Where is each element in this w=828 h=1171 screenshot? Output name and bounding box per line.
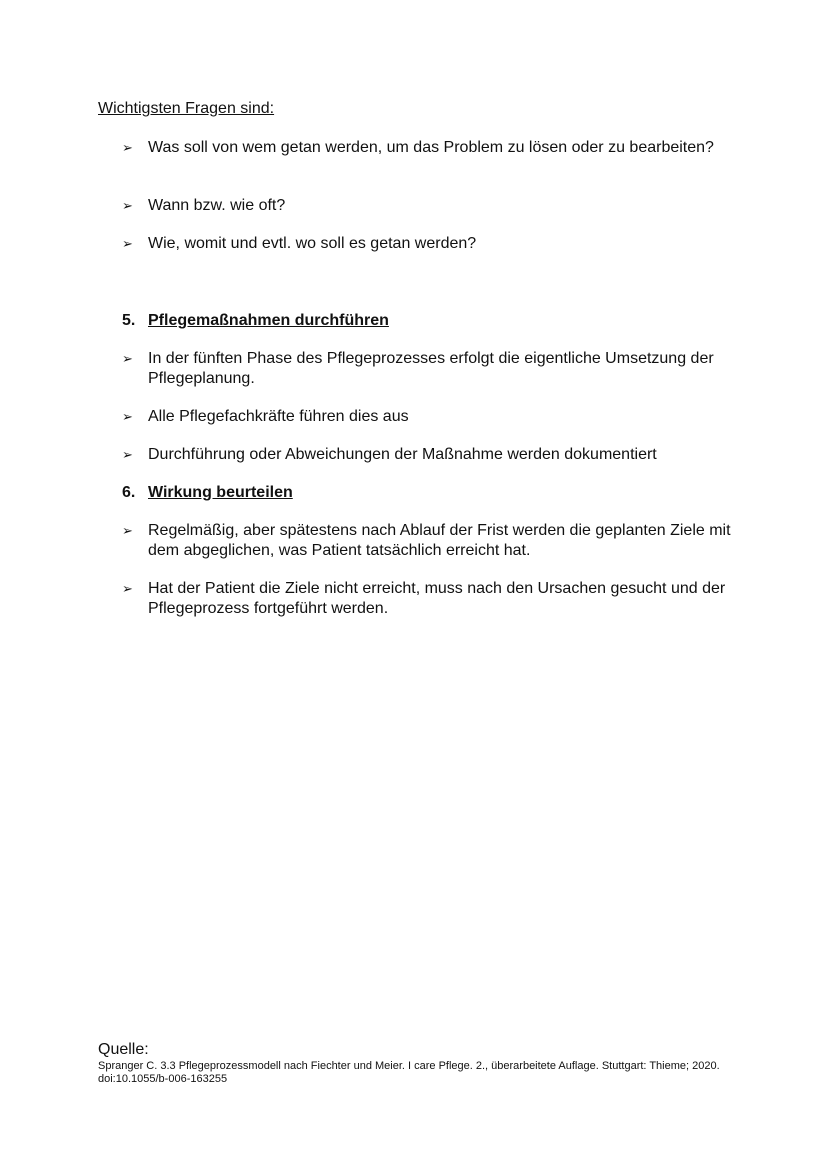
arrow-bullet-icon: ➢	[122, 236, 133, 251]
arrow-bullet-icon: ➢	[122, 140, 133, 155]
list-item-text: Durchführung oder Abweichungen der Maßnahme werden dokumentiert	[148, 446, 657, 463]
list-item-text: Wann bzw. wie oft?	[148, 197, 286, 214]
section-number: 5.	[122, 312, 136, 329]
section-heading-5	[122, 311, 389, 331]
list-item-text: Alle Pflegefachkräfte führen dies aus	[148, 408, 409, 425]
list-item-text: Wie, womit und evtl. wo soll es getan werden?	[148, 235, 477, 252]
section-number: 6.	[122, 484, 136, 501]
list-item	[122, 349, 742, 389]
list-item	[122, 407, 742, 427]
questions-heading: Wichtigsten Fragen sind:	[98, 100, 275, 117]
list-item-text: In der fünften Phase des Pflegeprozesses erfolgt die eigentliche Umsetzung der Pflegeplanung.	[148, 350, 714, 387]
section-heading-6	[122, 483, 293, 503]
source-label: Quelle:	[98, 1041, 149, 1058]
arrow-bullet-icon: ➢	[122, 581, 133, 596]
list-item	[122, 521, 742, 561]
list-item	[122, 579, 742, 619]
list-item	[122, 138, 742, 158]
list-item-text: Regelmäßig, aber spätestens nach Ablauf der Frist werden die geplanten Ziele mit dem abgeglichen, was Patient tatsächlich erreicht hat.	[148, 522, 731, 559]
section-title: Wirkung beurteilen	[148, 484, 293, 501]
arrow-bullet-icon: ➢	[122, 198, 133, 213]
source-citation: Spranger C. 3.3 Pflegeprozessmodell nach Fiechter und Meier. I care Pflege. 2., überarbeitete Auflage. Stuttgart: Thieme; 2020. doi:10.1055/b-006-163255	[98, 1060, 720, 1085]
arrow-bullet-icon: ➢	[122, 447, 133, 462]
section-title: Pflegemaßnahmen durchführen	[148, 312, 389, 329]
list-item	[122, 196, 742, 216]
arrow-bullet-icon: ➢	[122, 351, 133, 366]
list-item	[122, 234, 742, 254]
arrow-bullet-icon: ➢	[122, 523, 133, 538]
list-item-text: Hat der Patient die Ziele nicht erreicht, muss nach den Ursachen gesucht und der Pflegeprozess fortgeführt werden.	[148, 580, 726, 617]
list-item	[122, 445, 742, 465]
arrow-bullet-icon: ➢	[122, 409, 133, 424]
list-item-text: Was soll von wem getan werden, um das Problem zu lösen oder zu bearbeiten?	[148, 139, 714, 156]
